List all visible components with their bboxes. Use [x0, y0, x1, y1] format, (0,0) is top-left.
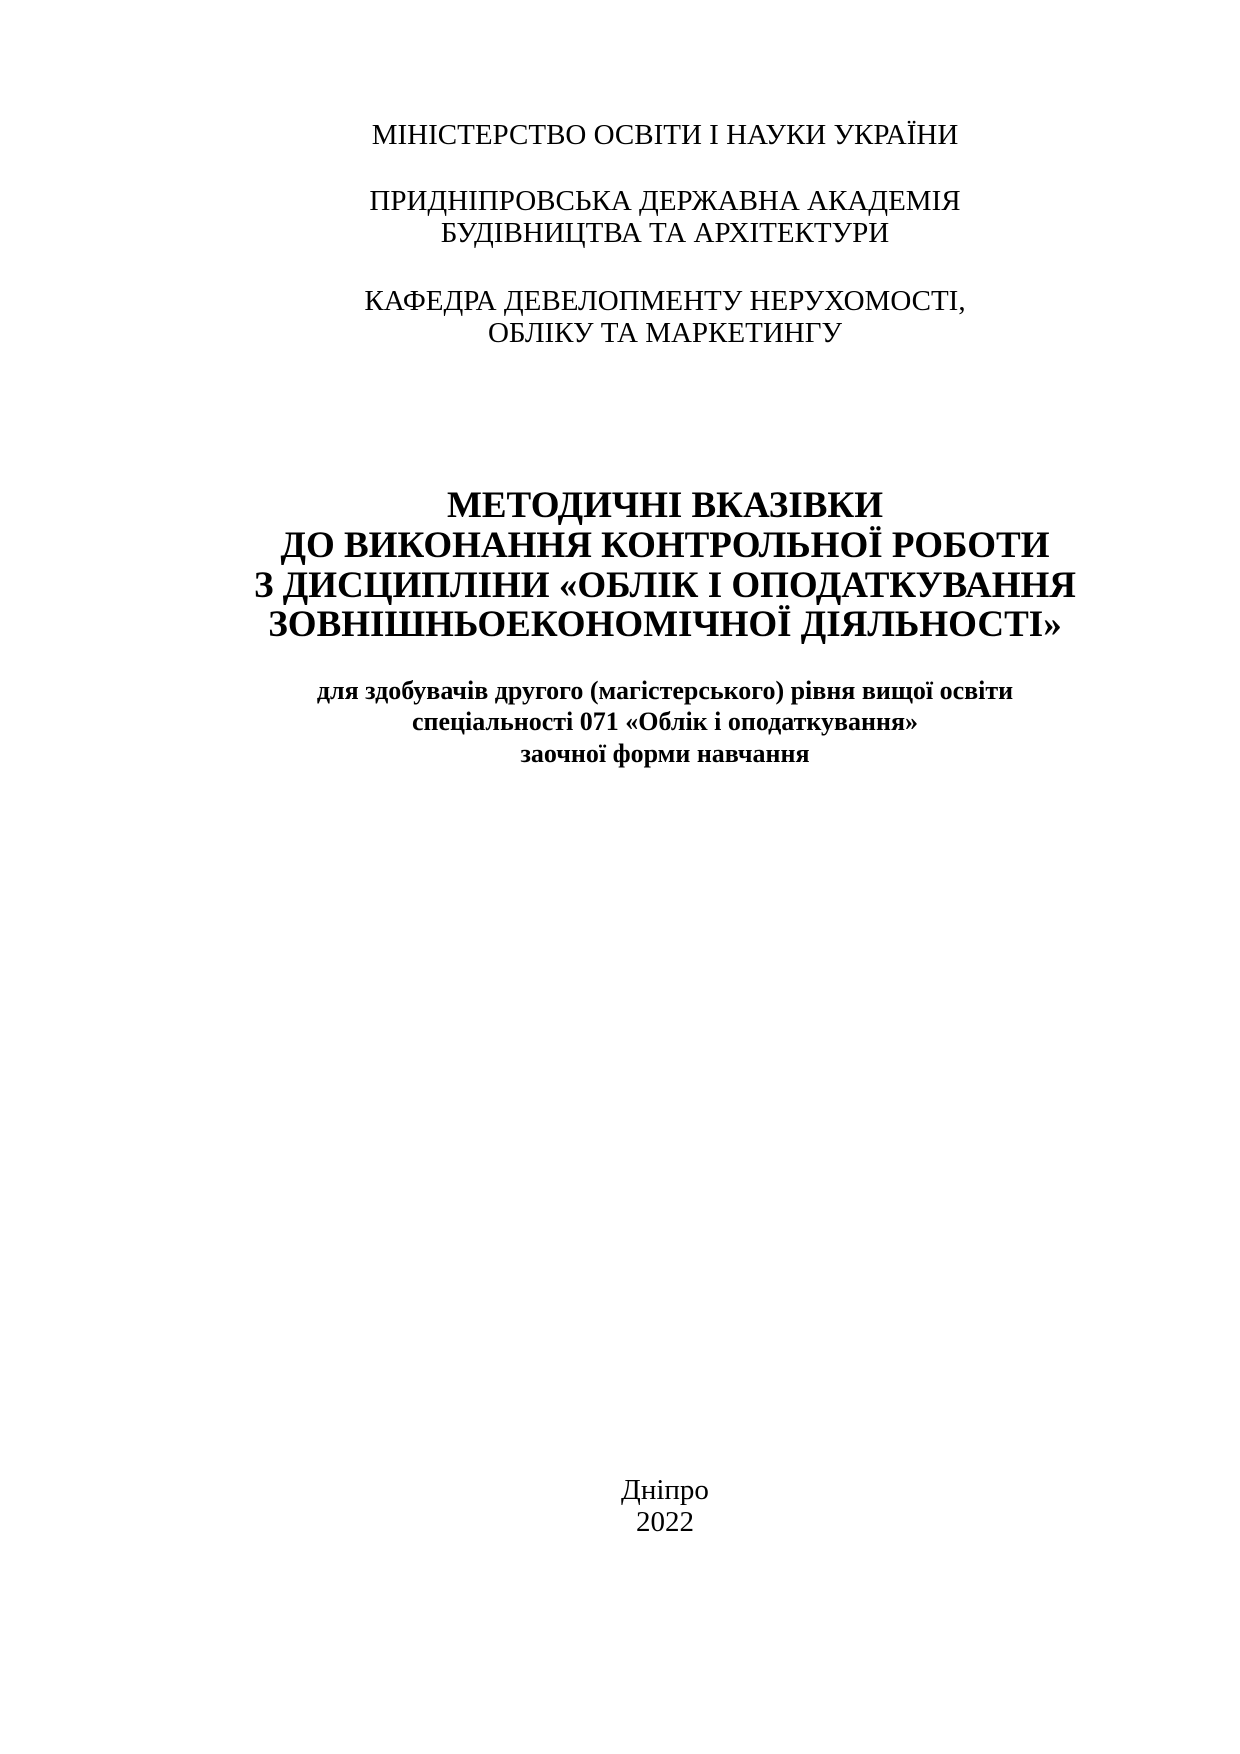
audience-line-3: заочної форми навчання [520, 739, 810, 768]
audience-line-1: для здобувачів другого (магістерського) рівня вищої освіти [316, 676, 1014, 705]
ministry-name: МІНІСТЕРСТВО ОСВІТИ І НАУКИ УКРАЇНИ [371, 119, 959, 151]
department-name-line-1: КАФЕДРА ДЕВЕЛОПМЕНТУ НЕРУХОМОСТІ, [364, 285, 966, 317]
publication-year: 2022 [636, 1506, 694, 1538]
audience-line-2: спеціальності 071 «Облік і оподаткування» [411, 707, 919, 736]
city-name: Дніпро [621, 1474, 709, 1506]
document-title-line-3: З ДИСЦИПЛІНИ «ОБЛІК І ОПОДАТКУВАННЯ [253, 565, 1077, 606]
document-title-line-4: ЗОВНІШНЬОЕКОНОМІЧНОЇ ДІЯЛЬНОСТІ» [268, 604, 1062, 645]
academy-name-line-2: БУДІВНИЦТВА ТА АРХІТЕКТУРИ [440, 217, 890, 249]
academy-name-line-1: ПРИДНІПРОВСЬКА ДЕРЖАВНА АКАДЕМІЯ [369, 185, 961, 217]
document-title-line-2: ДО ВИКОНАННЯ КОНТРОЛЬНОЇ РОБОТИ [280, 525, 1050, 566]
department-name-line-2: ОБЛІКУ ТА МАРКЕТИНГУ [487, 317, 843, 349]
document-title-line-1: МЕТОДИЧНІ ВКАЗІВКИ [446, 485, 884, 526]
